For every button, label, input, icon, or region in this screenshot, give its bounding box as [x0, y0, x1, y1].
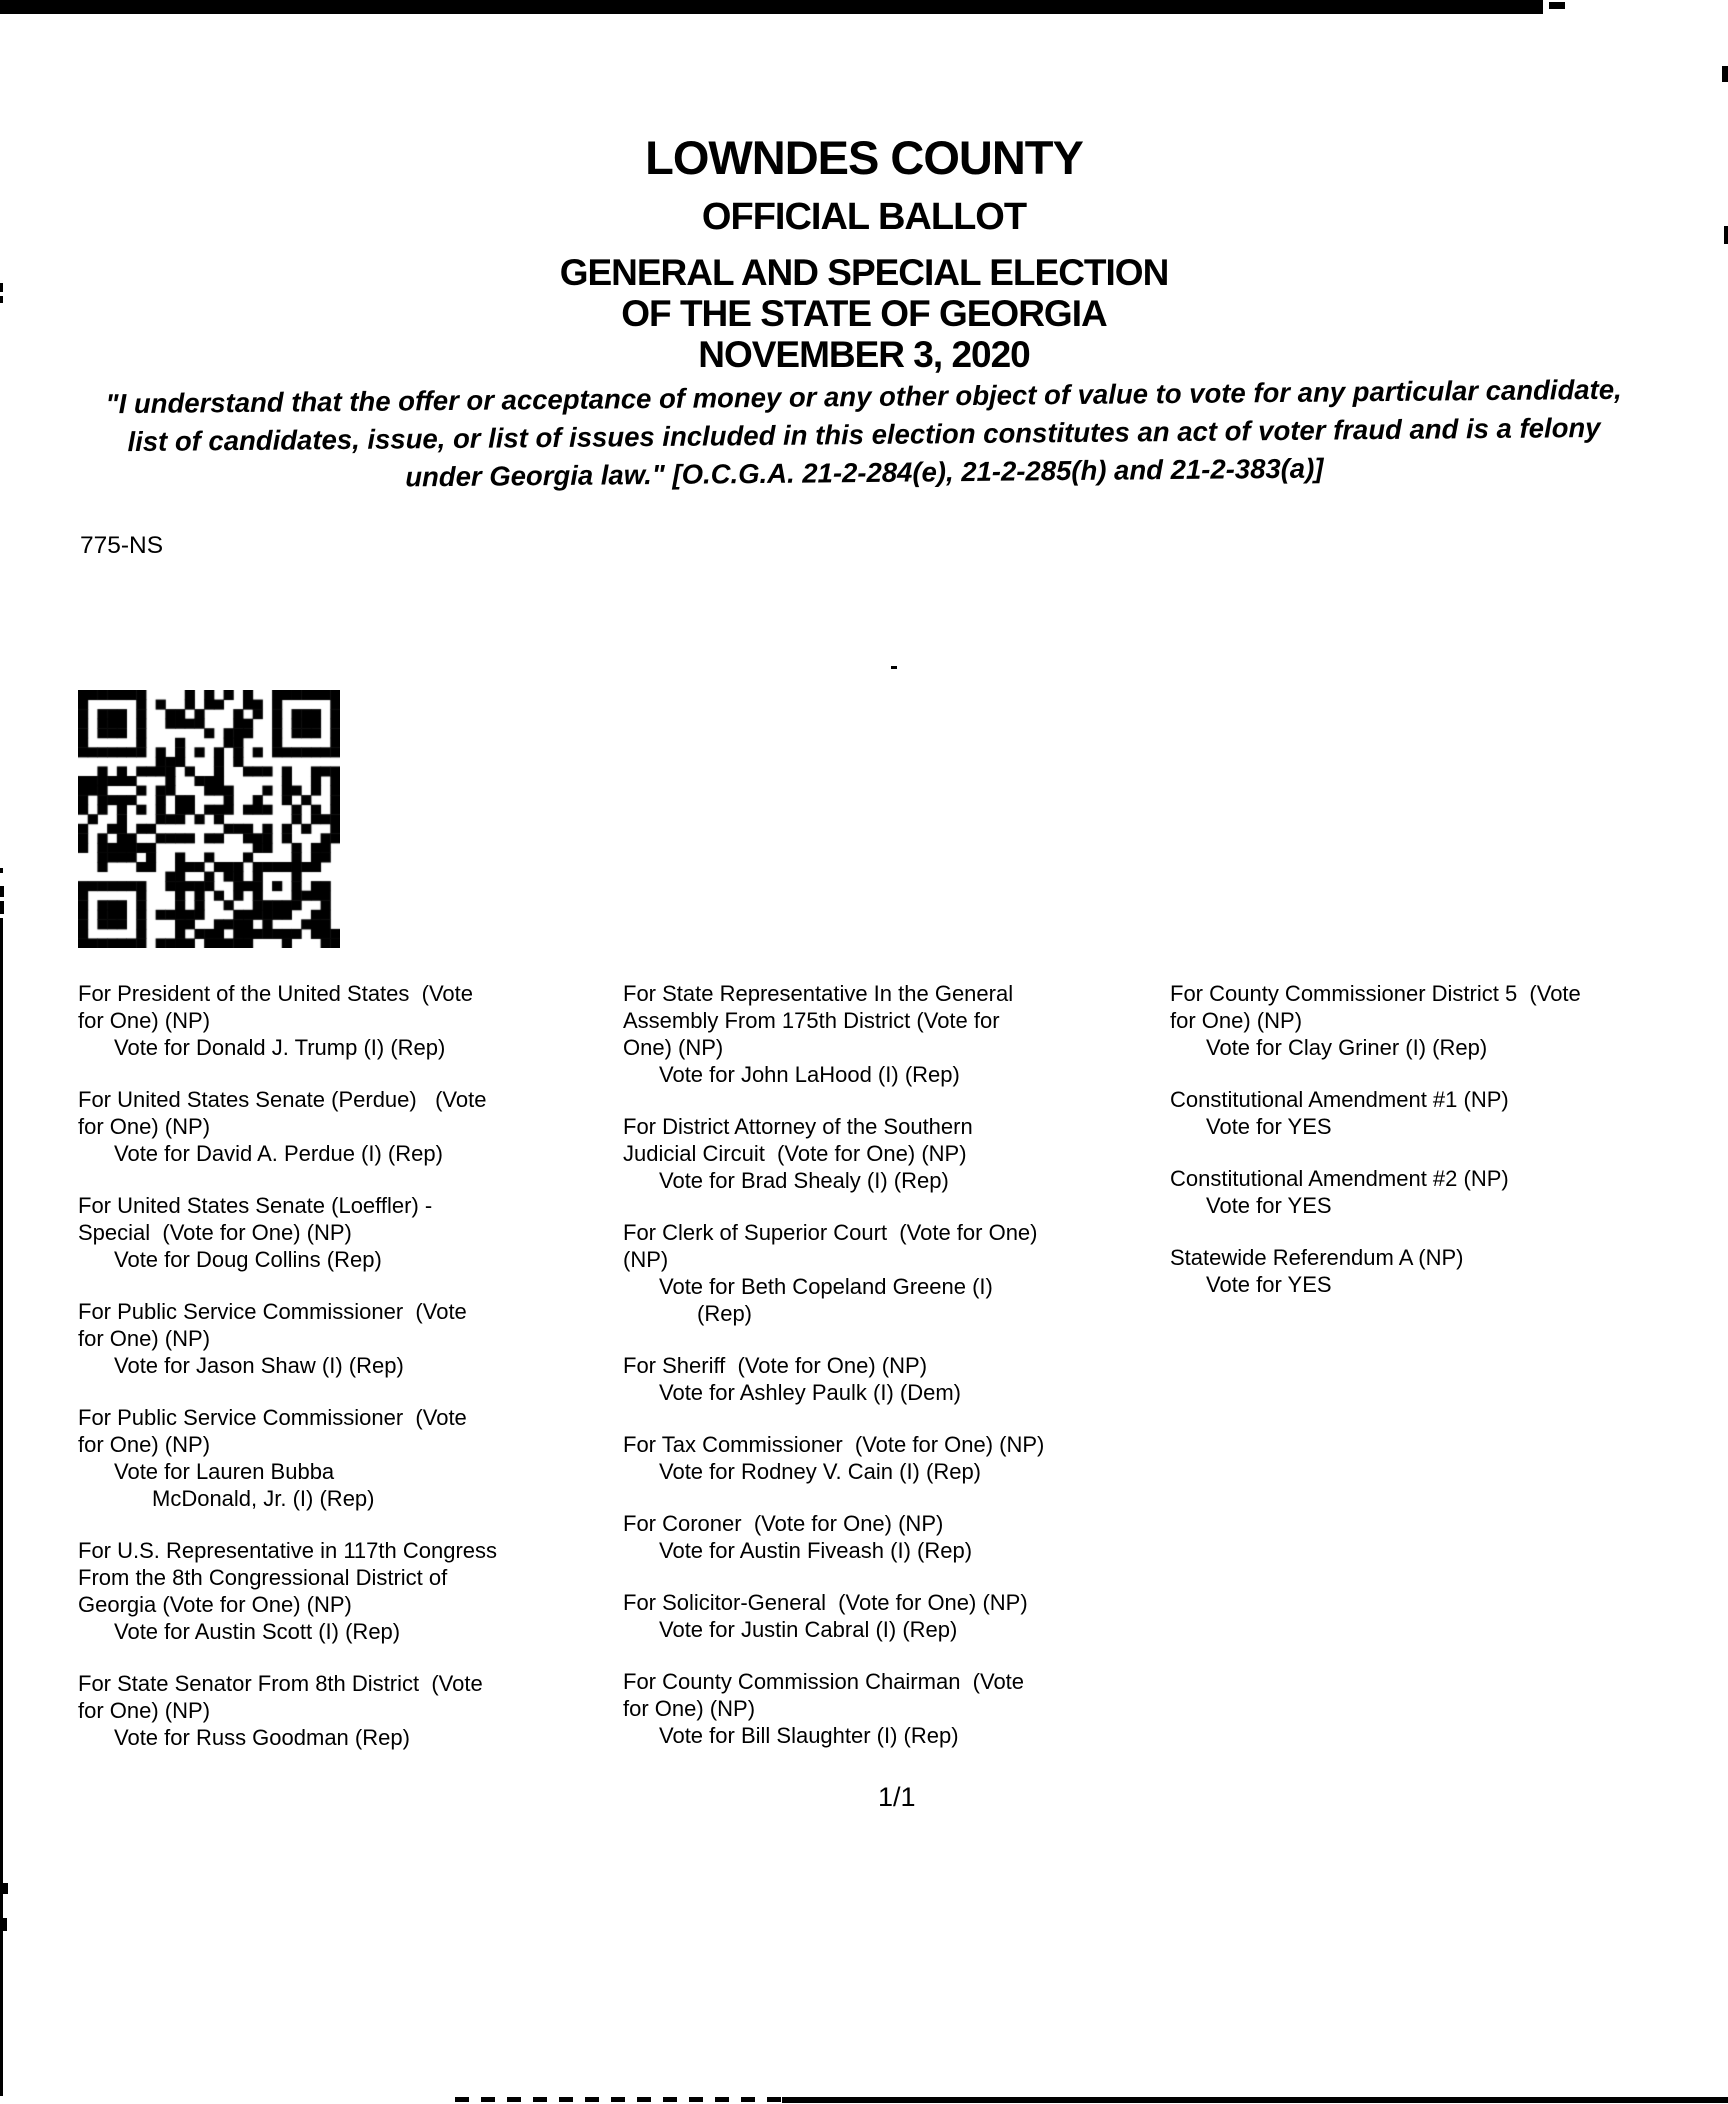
contest-block [78, 980, 497, 1061]
contest-block [78, 1192, 497, 1273]
contest-block [623, 1113, 1044, 1194]
contest-title-line: One) (NP) [623, 1035, 724, 1060]
vote-for-line: (Rep) [697, 1301, 753, 1326]
contest-title-line: for One) (NP) [78, 1326, 211, 1351]
vote-for-line: Vote for YES [1206, 1114, 1332, 1139]
contest-title-line: Statewide Referendum A (NP) [1170, 1245, 1464, 1270]
contest-title-line: (NP) [623, 1247, 669, 1272]
contest-block [623, 980, 1044, 1088]
contest-title-line: For United States Senate (Perdue) (Vote [78, 1087, 487, 1112]
contest-title-line: For Public Service Commissioner (Vote [78, 1405, 467, 1430]
vote-for-line: Vote for Clay Griner (I) (Rep) [1206, 1035, 1488, 1060]
vote-for-line: Vote for Rodney V. Cain (I) (Rep) [659, 1459, 982, 1484]
election-title-line: NOVEMBER 3, 2020 [698, 334, 1030, 375]
ballot-column-1 [78, 980, 497, 1776]
contest-title-line: For Public Service Commissioner (Vote [78, 1299, 467, 1324]
contest-title-line: For U.S. Representative in 117th Congress [78, 1538, 498, 1563]
contest-block [623, 1431, 1044, 1485]
vote-for-line: McDonald, Jr. (I) (Rep) [152, 1486, 375, 1511]
contest-block [1170, 1165, 1728, 1219]
vote-for-line: Vote for David A. Perdue (I) (Rep) [114, 1141, 443, 1166]
vote-for-line: Vote for Russ Goodman (Rep) [114, 1725, 410, 1750]
vote-for-line: Vote for Jason Shaw (I) (Rep) [114, 1353, 404, 1378]
contest-block [623, 1668, 1044, 1749]
contest-block [78, 1670, 497, 1751]
contest-title-line: For United States Senate (Loeffler) - [78, 1193, 433, 1218]
contest-title-line: for One) (NP) [78, 1008, 211, 1033]
scan-artifact-bottom-line [782, 2097, 1728, 2103]
contest-block [623, 1352, 1044, 1406]
vote-for-line: Vote for Brad Shealy (I) (Rep) [659, 1168, 949, 1193]
scan-artifact-speck [891, 666, 897, 669]
vote-for-line: Vote for Donald J. Trump (I) (Rep) [114, 1035, 446, 1060]
disclaimer-line: list of candidates, issue, or list of issues included in this election constitutes an act of voter fraud and is a felony [127, 411, 1601, 458]
vote-for-line: Vote for Doug Collins (Rep) [114, 1247, 382, 1272]
contest-title-line: For Solicitor-General (Vote for One) (NP) [623, 1590, 1028, 1615]
vote-for-line: Vote for Bill Slaughter (I) (Rep) [659, 1723, 959, 1748]
scan-artifact-top-bar [0, 0, 1543, 14]
contest-block [623, 1219, 1044, 1327]
vote-for-line: Vote for Lauren Bubba [114, 1459, 335, 1484]
election-title-block [0, 252, 1728, 375]
election-title-line: OF THE STATE OF GEORGIA [621, 293, 1107, 334]
scan-artifact-left-dash [0, 901, 4, 914]
scan-artifact-bottom-dashes [455, 2097, 785, 2102]
contest-title-line: For Sheriff (Vote for One) (NP) [623, 1353, 928, 1378]
contest-block [78, 1404, 497, 1512]
contest-title-line: Assembly From 175th District (Vote for [623, 1008, 1000, 1033]
scan-artifact-left-dash [0, 886, 4, 897]
contest-title-line: For Tax Commissioner (Vote for One) (NP) [623, 1432, 1045, 1457]
ballot-column-3 [1170, 980, 1728, 1323]
contest-title-line: Georgia (Vote for One) (NP) [78, 1592, 352, 1617]
contest-title-line: For President of the United States (Vote [78, 981, 473, 1006]
vote-for-line: Vote for YES [1206, 1193, 1332, 1218]
vote-for-line: Vote for Justin Cabral (I) (Rep) [659, 1617, 958, 1642]
contest-title-line: For County Commissioner District 5 (Vote [1170, 981, 1581, 1006]
contest-title-line: for One) (NP) [78, 1114, 211, 1139]
contest-title-line: for One) (NP) [78, 1432, 211, 1457]
official-ballot-title: OFFICIAL BALLOT [701, 196, 1027, 238]
contest-title-line: For State Senator From 8th District (Vote [78, 1671, 483, 1696]
contest-title-line: For Clerk of Superior Court (Vote for One) [623, 1220, 1038, 1245]
contest-title-line: Judicial Circuit (Vote for One) (NP) [623, 1141, 967, 1166]
vote-for-line: Vote for YES [1206, 1272, 1332, 1297]
contest-block [1170, 1086, 1728, 1140]
election-title-line: GENERAL AND SPECIAL ELECTION [559, 252, 1169, 293]
vote-for-line: Vote for Austin Fiveash (I) (Rep) [659, 1538, 973, 1563]
scan-artifact-left-dot [0, 868, 3, 873]
contest-block [623, 1510, 1044, 1564]
page-number: 1/1 [878, 1782, 916, 1812]
contest-title-line: Special (Vote for One) (NP) [78, 1220, 352, 1245]
scan-artifact-left-tick [0, 1883, 8, 1894]
contest-title-line: for One) (NP) [1170, 1008, 1303, 1033]
vote-for-line: Vote for Ashley Paulk (I) (Dem) [659, 1380, 961, 1405]
contest-block [623, 1589, 1044, 1643]
ballot-column-2 [623, 980, 1044, 1774]
contest-title-line: For District Attorney of the Southern [623, 1114, 973, 1139]
contest-block [78, 1537, 497, 1645]
contest-block [78, 1298, 497, 1379]
vote-for-line: Vote for Austin Scott (I) (Rep) [114, 1619, 401, 1644]
contest-title-line: For State Representative In the General [623, 981, 1014, 1006]
contest-title-line: For Coroner (Vote for One) (NP) [623, 1511, 944, 1536]
county-title: LOWNDES COUNTY [645, 131, 1083, 184]
contest-title-line: From the 8th Congressional District of [78, 1565, 448, 1590]
vote-for-line: Vote for John LaHood (I) (Rep) [659, 1062, 960, 1087]
qr-code [78, 690, 340, 948]
scan-artifact-left-tick [0, 1918, 7, 1931]
contest-block [78, 1086, 497, 1167]
contest-title-line: for One) (NP) [623, 1696, 756, 1721]
scan-artifact-right-mark [1722, 66, 1728, 82]
contest-title-line: for One) (NP) [78, 1698, 211, 1723]
contest-block [1170, 1244, 1728, 1298]
contest-title-line: Constitutional Amendment #2 (NP) [1170, 1166, 1509, 1191]
voter-fraud-disclaimer [0, 370, 1728, 501]
ballot-style-code: 775-NS [80, 532, 164, 559]
disclaimer-line: "I understand that the offer or acceptance of money or any other object of value to vote for any particular candidate, [105, 373, 1622, 420]
contest-title-line: Constitutional Amendment #1 (NP) [1170, 1087, 1509, 1112]
vote-for-line: Vote for Beth Copeland Greene (I) [659, 1274, 993, 1299]
contest-block [1170, 980, 1728, 1061]
contest-title-line: For County Commission Chairman (Vote [623, 1669, 1025, 1694]
scan-artifact-top-dash [1549, 2, 1565, 9]
disclaimer-line: under Georgia law." [O.C.G.A. 21-2-284(e), 21-2-285(h) and 21-2-383(a)] [405, 452, 1324, 493]
